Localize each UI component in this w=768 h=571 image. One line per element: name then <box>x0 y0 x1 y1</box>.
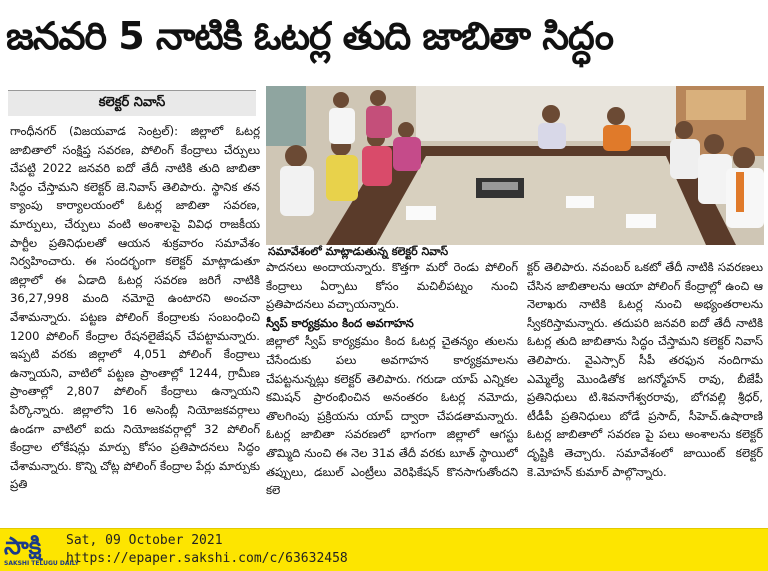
column-2-paragraph-2: జిల్లాలో స్వీప్ కార్యక్రమం కింద ఓటర్ల చైతన్యం తులను చేసేందుకు పలు అవగాహన కార్యక్రమాలను చేపట్టనున్నట్లు కలెక్టర్ తెలిపారు. గరుడా యాప్ ఎన్నికల కమిషన్ ప్రారంభించిన అనంతరం ఓటర్ల నమోదు, తొలగింపు ప్రక్రియను యాప్ ద్వారా చేపడతామన్నారు. ఓటర్ల జాబితా సవరణలో భాగంగా జిల్లాలో ఆగస్టు తొమ్మిది నుంచి ఈ నెల 31వ తేదీ వరకు బూత్ స్థాయిలో తప్పులు, డబుల్ ఎంట్రీలు వెరిఫికేషన్ కొనసాగుతోందని కలె <box>266 334 518 498</box>
column-3-text: క్టర్ తెలిపారు. నవంబర్ ఒకటో తేదీ నాటికి సవరణలు చేసిన జాబితాలను ఆయా పోలింగ్ కేంద్రాల్లో ఉంచి ఆ నెలాఖరు నాటికి ఓటర్ల నుంచి అభ్యంతరాలను స్వీకరిస్తామన్నారు. తదుపరి జనవరి ఐదో తేదీ నాటికి ఓటర్ల తుది జాబితాను సిద్ధం చేస్తామని కలెక్టర్ నివాస్ తెలిపారు. వైఎస్సార్ సీపీ తరఫున నందిగామ ఎమ్మెల్యే మొండితోక జగన్మోహన్ రావు, బీజేపీ ప్రతినిధులు టి.శివనాగేశ్వరరావు, బోగవల్లి శ్రీధర్, టీడీపీ ప్రతినిధులు బోడే ప్రసాద్, సీహెచ్.ఉషారాణి ఓటర్ల జాబితాలో సవరణ పై పలు అంశాలను కలెక్టర్ దృష్టికి తెచ్చారు. సమావేశంలో జాయింట్ కలెక్టర్ కె.మోహన్ కుమార్ పాల్గొన్నారు. <box>527 260 763 479</box>
article-headline: జనవరి 5 నాటికి ఓటర్ల తుది జాబితా సిద్ధం <box>6 14 614 58</box>
logo-wordmark: సాక్షి <box>4 532 42 560</box>
meeting-photo-illustration <box>266 86 764 245</box>
logo-tagline: SAKSHI TELUGU DAILY <box>4 560 79 567</box>
column-2-subheading: స్వీప్ కార్యక్రమం కింద అవగాహన <box>266 315 414 330</box>
photo-caption: సమావేశంలో మాట్లాడుతున్న కలెక్టర్ నివాస్ <box>268 245 449 258</box>
footer-bar <box>0 528 768 571</box>
epaper-link[interactable]: https://epaper.sakshi.com/c/63632458 <box>66 551 348 566</box>
publish-date: Sat, 09 October 2021 <box>66 533 223 548</box>
column-1-text: గాంధీనగర్ (విజయవాడ సెంట్రల్): జిల్లాలో ఓటర్ల జాబితాలో సంక్షిప్త సవరణ, పోలింగ్ కేంద్రాలు చేర్పులు చేపట్టి 2022 జనవరి ఐదో తేదీ నాటికి తుది జాబితా సిద్ధం చేస్తామని కలెక్టర్ జె.నివాస్ తెలిపారు. స్థానిక తన క్యాంపు కార్యాలయంలో ఓటర్ల జాబితా సవరణ, మార్పులు, చేర్పులు వంటి అంశాలపై వివిధ రాజకీయ పార్టీల ప్రతినిధులతో ఆయన శుక్రవారం సమావేశం నిర్వహించారు. ఈ సందర్భంగా కలెక్టర్ మాట్లాడుతూ జిల్లాలో ఈ ఏడాది ఓటర్ల సవరణ జరిగే నాటికి 36,27,998 మంది నమోదై ఉంటారని అంచనా వేశామన్నారు. పట్టణ పోలింగ్ కేంద్రాలకు సంబంధించి 1200 పోలింగ్ కేంద్రాల రేషనలైజేషన్ చేపట్టామన్నారు. ఇప్పటి వరకు జిల్లాలో 4,051 పోలింగ్ కేంద్రాలు ఉన్నాయని, వాటిలో పట్టణ ప్రాంతాల్లో 1244, గ్రామీణ ప్రాంతాల్లో 2,807 పోలింగ్ కేంద్రాలు ఉన్నాయని పేర్కొన్నారు. జిల్లాలోని 16 అసెంబ్లీ నియోజకవర్గాలు ఉండగా వాటిలో ఐదు నియోజకవర్గాల్లో 32 పోలింగ్ కేంద్రాల లోకేషన్లు మార్పు కోసం ప్రతిపాదనలు సిద్ధం చేశామన్నారు. కొన్ని చోట్ల పోలింగ్ కేంద్రాల పేర్లు మార్పుకు ప్రతి <box>10 124 260 492</box>
article-column-3 <box>527 258 763 520</box>
article-column-1 <box>10 122 260 518</box>
sakshi-logo <box>4 532 79 569</box>
meeting-photo <box>266 86 764 245</box>
column-2-paragraph-1: పాదనలు అందాయన్నారు. కొత్తగా మరో రెండు పోలింగ్ కేంద్రాలు ఏర్పాటు కోసం మచిలీపట్నం నుంచి ప్రతిపాదనలు వచ్చాయన్నారు. <box>266 260 518 312</box>
article-column-2 <box>266 258 518 520</box>
article-byline: కలెక్టర్ నివాస్ <box>8 90 256 116</box>
